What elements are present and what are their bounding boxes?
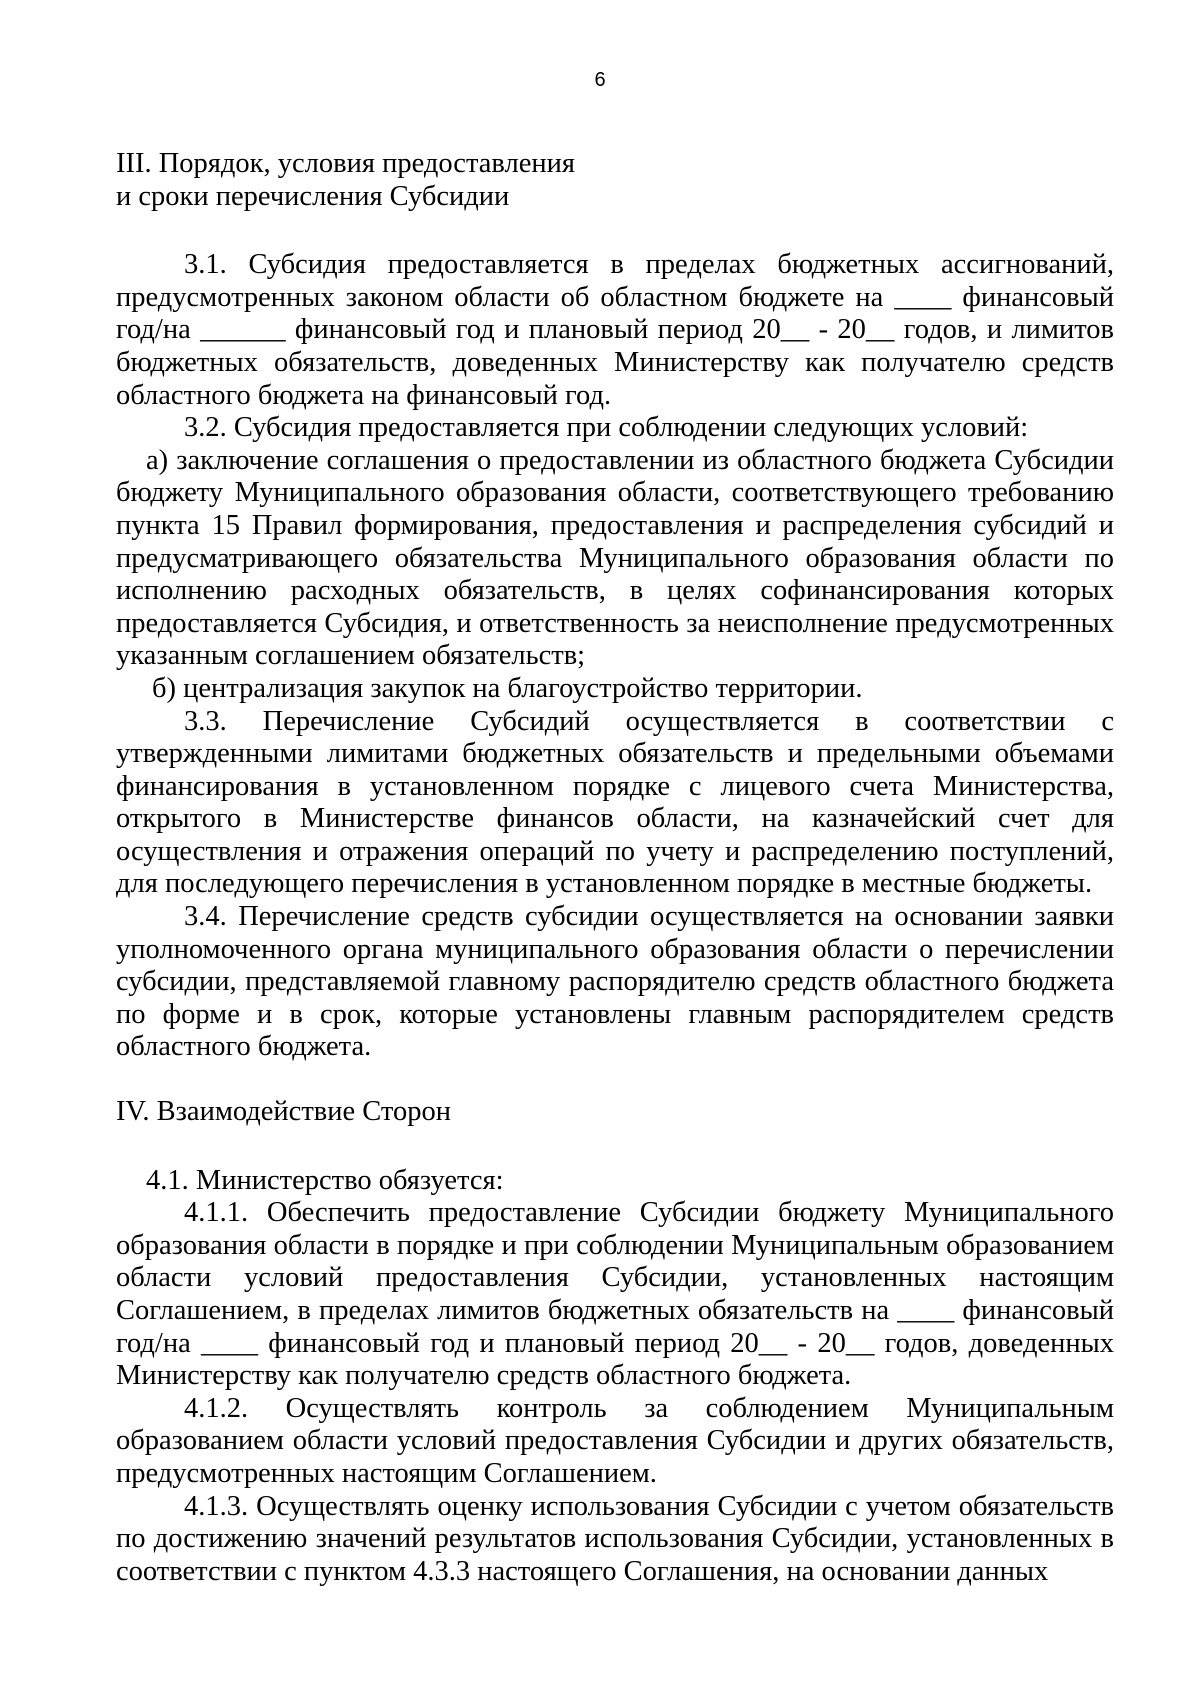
section-3-title-line-2: и сроки перечисления Субсидии <box>116 180 510 212</box>
paragraph-3-4: 3.4. Перечисление средств субсидии осуществляется на основании заявки уполномоченного органа муниципального образования области о перечислении субсидии, представляемой главному распорядителю средств областного бюджета по форме и в срок, которые установлены главным распорядителем средств областного бюджета. <box>116 901 1114 1063</box>
paragraph-4-1: 4.1. Министерство обязуется: <box>146 1164 504 1196</box>
paragraph-4-1-3: 4.1.3. Осуществлять оценку использования Субсидии с учетом обязательств по достижению значений результатов использования Субсидии, установленных в соответствии с пунктом 4.3.3 настоящего Соглашения, на основании данных <box>116 1490 1114 1587</box>
page-number: 6 <box>594 69 606 91</box>
paragraph-4-1-2: 4.1.2. Осуществлять контроль за соблюдением Муниципальным образованием области условий предоставления Субсидии и других обязательств, предусмотренных настоящим Соглашением. <box>116 1392 1114 1489</box>
section-4 <box>116 1096 1114 1588</box>
document-body <box>116 148 1114 1588</box>
section-3-title-line-1: III. Порядок, условия предоставления <box>116 148 575 179</box>
paragraph-3-2: 3.2. Субсидия предоставляется при соблюдении следующих условий: <box>184 412 1029 444</box>
paragraph-3-2-a: а) заключение соглашения о предоставлении из областного бюджета Субсидии бюджету Муниципального образования области, соответствующего требованию пункта 15 Правил формирования, предоставления и распределения субсидий и предусматривающего обязательства Муниципального образования области по исполнению расходных обязательств, в целях софинансирования которых предоставляется Субсидия, и ответственность за неисполнение предусмотренных указанным соглашением обязательств; <box>116 444 1114 672</box>
paragraph-3-3: 3.3. Перечисление Субсидий осуществляется в соответствии с утвержденными лимитами бюджетных обязательств и предельными объемами финансирования в установленном порядке с лицевого счета Министерства, открытого в Министерстве финансов области, на казначейский счет для осуществления и отражения операций по учету и распределению поступлений, для последующего перечисления в установленном порядке в местные бюджеты. <box>116 705 1114 900</box>
paragraph-3-2-b: б) централизация закупок на благоустройство территории. <box>152 672 863 704</box>
section-3 <box>116 148 1114 1064</box>
paragraph-4-1-1: 4.1.1. Обеспечить предоставление Субсидии бюджету Муниципального образования области в порядке и при соблюдении Муниципальным образованием области условий предоставления Субсидии, установленных настоящим Соглашением, в пределах лимитов бюджетных обязательств на ____ финансовый год/на ____ финансовый год и плановый период 20__ - 20__ годов, доведенных Министерству как получателю средств областного бюджета. <box>116 1197 1114 1392</box>
section-4-title: IV. Взаимодействие Сторон <box>116 1096 451 1128</box>
paragraph-3-1: 3.1. Субсидия предоставляется в пределах бюджетных ассигнований, предусмотренных законом области об областном бюджете на ____ финансовый год/на ______ финансовый год и плановый период 20__ - 20__ годов, и лимитов бюджетных обязательств, доведенных Министерству как получателю средств областного бюджета на финансовый год. <box>116 249 1114 411</box>
